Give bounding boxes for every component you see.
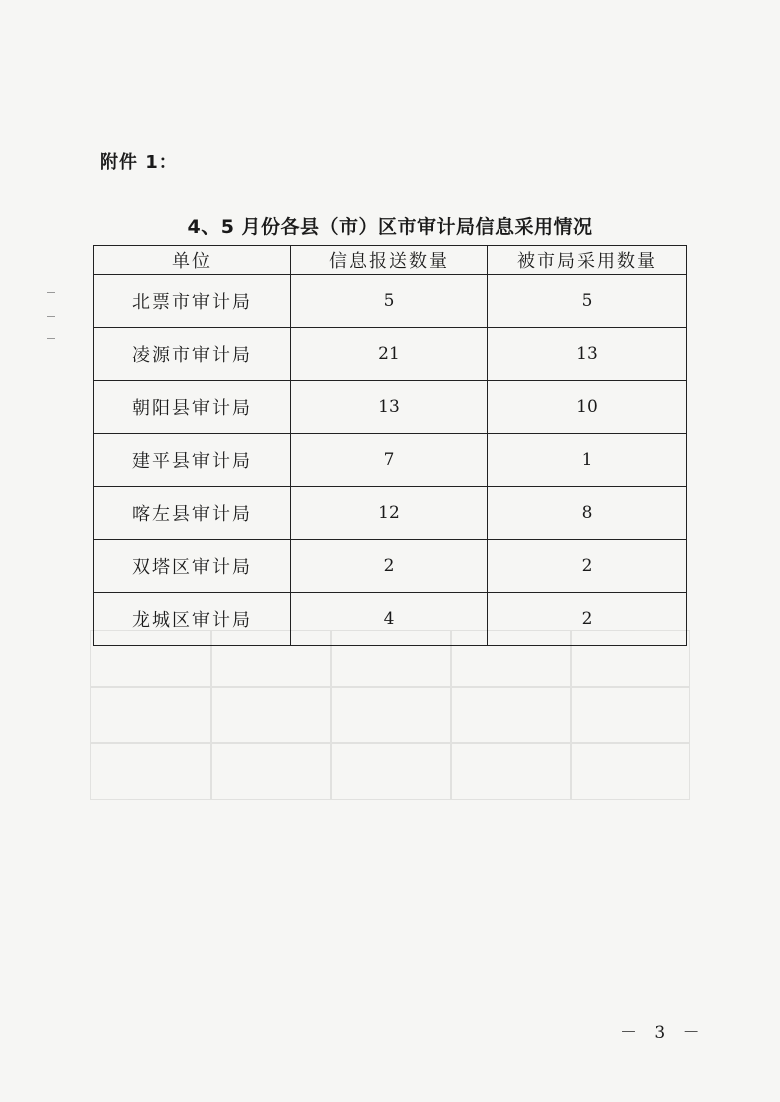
cell-used: 2	[488, 593, 687, 646]
cell-unit: 北票市审计局	[94, 275, 291, 328]
cell-sent: 12	[291, 487, 488, 540]
cell-used: 8	[488, 487, 687, 540]
cell-sent: 5	[291, 275, 488, 328]
table-row	[94, 275, 687, 328]
cell-used: 13	[488, 328, 687, 381]
cell-used: 5	[488, 275, 687, 328]
cell-unit: 喀左县审计局	[94, 487, 291, 540]
cell-sent: 13	[291, 381, 488, 434]
cell-sent: 21	[291, 328, 488, 381]
cell-unit: 建平县审计局	[94, 434, 291, 487]
table-header-row	[94, 246, 687, 275]
cell-unit: 凌源市审计局	[94, 328, 291, 381]
cell-unit: 龙城区审计局	[94, 593, 291, 646]
cell-used: 1	[488, 434, 687, 487]
bleed-through-grid	[90, 630, 690, 800]
table-row	[94, 434, 687, 487]
header-adopted-count: 被市局采用数量	[488, 246, 687, 275]
page-number: － 3 －	[620, 1023, 706, 1043]
header-unit: 单位	[94, 246, 291, 275]
cell-unit: 朝阳县审计局	[94, 381, 291, 434]
cell-unit: 双塔区审计局	[94, 540, 291, 593]
table-row	[94, 328, 687, 381]
info-adoption-table	[93, 245, 687, 646]
table-row	[94, 540, 687, 593]
table-row	[94, 487, 687, 540]
document-title: 4、5 月份各县（市）区市审计局信息采用情况	[187, 216, 593, 238]
attachment-label: 附件 1：	[100, 152, 178, 173]
cell-used: 2	[488, 540, 687, 593]
header-sent-count: 信息报送数量	[291, 246, 488, 275]
margin-mark	[47, 292, 55, 293]
cell-sent: 2	[291, 540, 488, 593]
cell-sent: 7	[291, 434, 488, 487]
margin-mark	[47, 316, 55, 317]
table-row	[94, 381, 687, 434]
margin-mark	[47, 338, 55, 339]
cell-sent: 4	[291, 593, 488, 646]
cell-used: 10	[488, 381, 687, 434]
